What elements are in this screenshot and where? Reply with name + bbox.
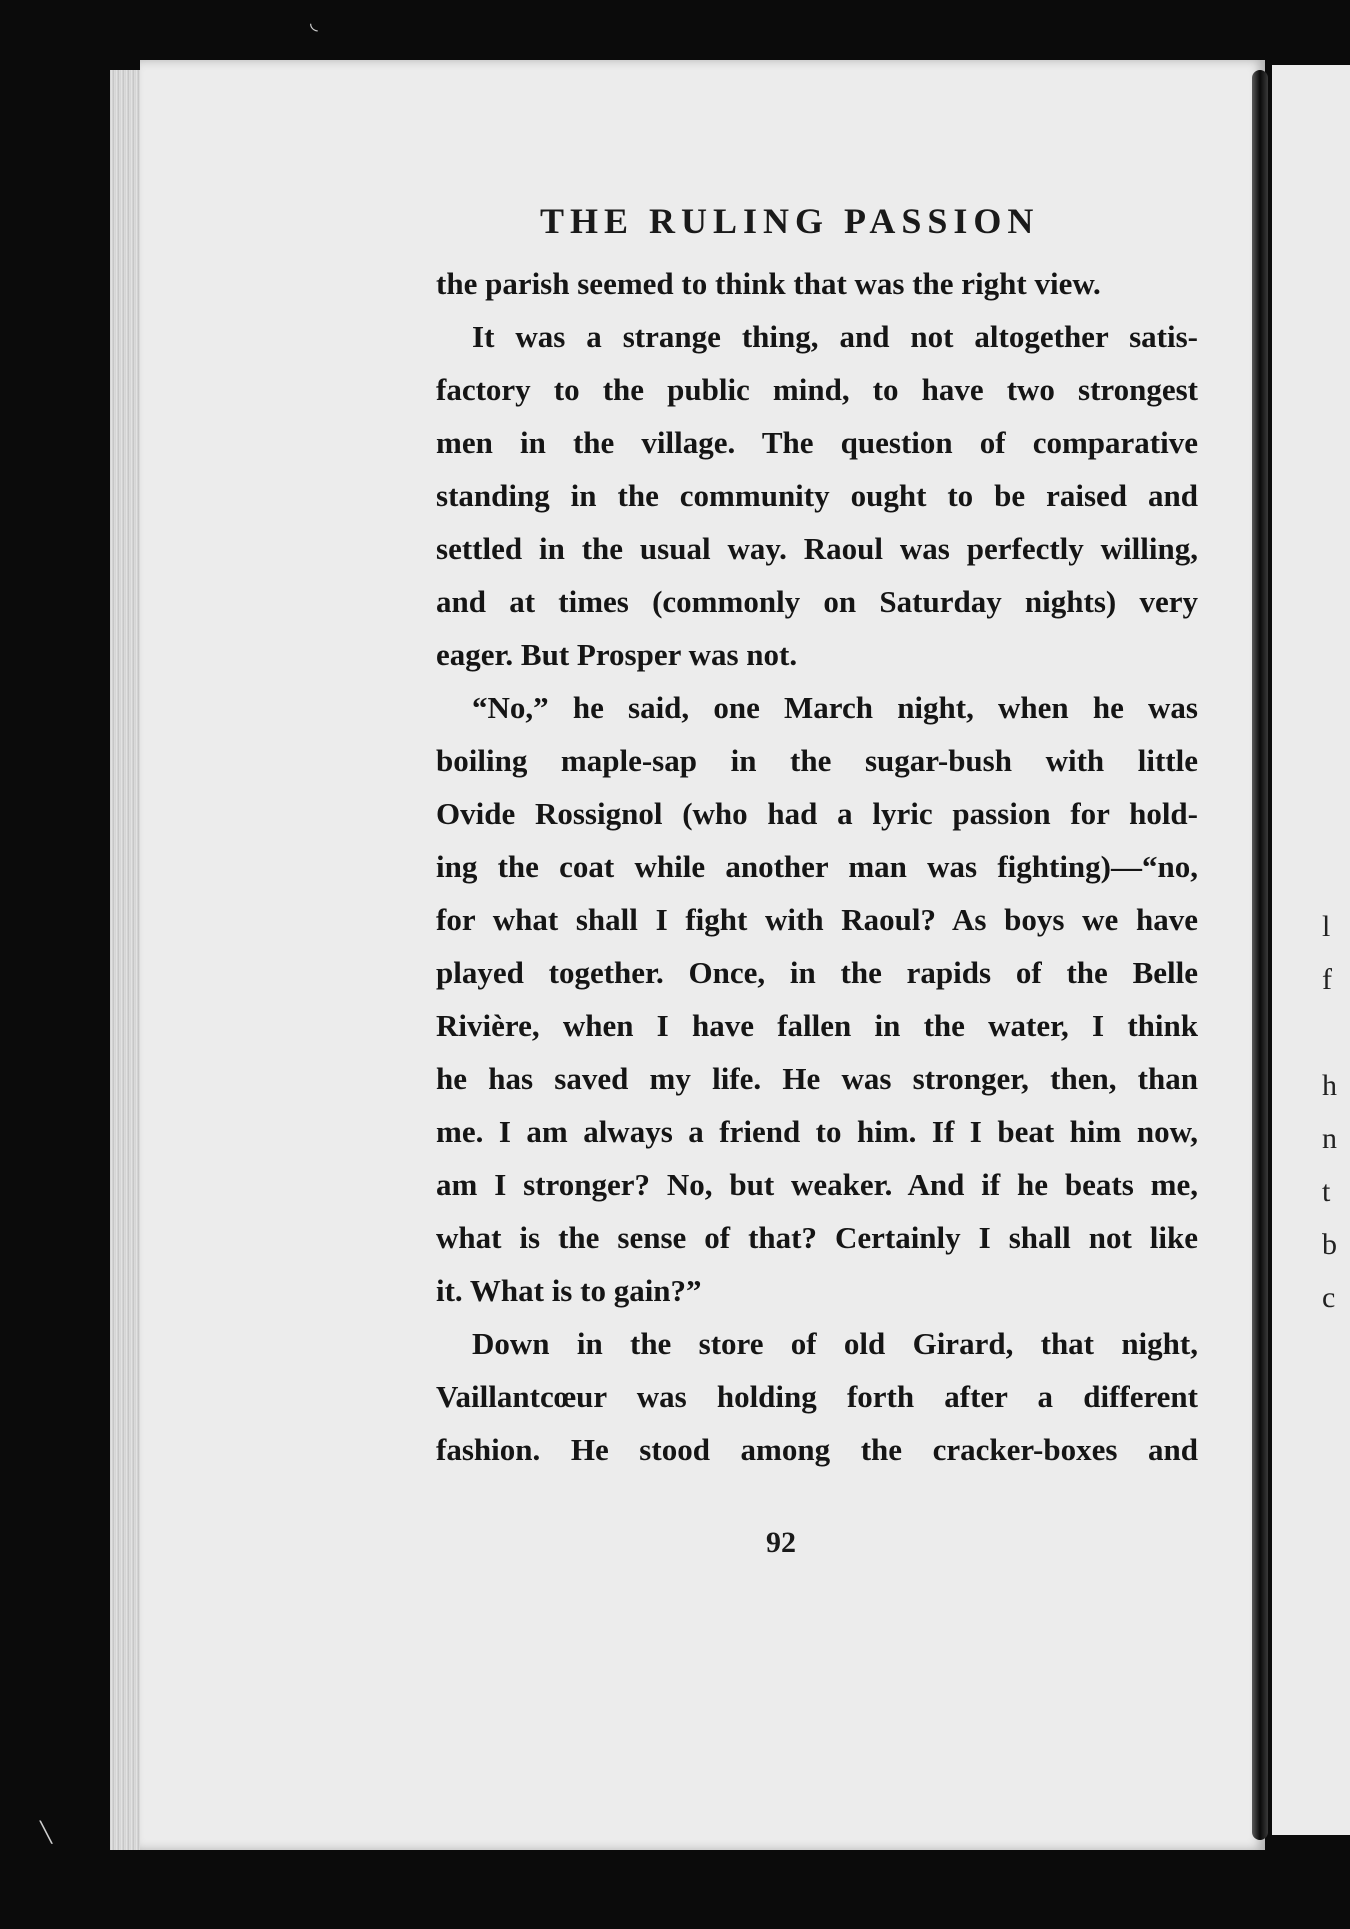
facing-page-fragment <box>1322 1006 1350 1059</box>
facing-page-fragment: b <box>1322 1228 1337 1261</box>
facing-page-fragment: n <box>1322 1122 1337 1155</box>
text-line: and at times (commonly on Saturday nights) very <box>436 584 1198 619</box>
text-line: eager. But Prosper was not. <box>436 637 798 672</box>
facing-page-text <box>1322 900 1350 1324</box>
text-line: settled in the usual way. Raoul was perfectly willing, <box>436 531 1198 566</box>
text-line: men in the village. The question of comparative <box>436 425 1198 460</box>
text-line: for what shall I fight with Raoul? As boys we have <box>436 902 1198 937</box>
text-line: me. I am always a friend to him. If I beat him now, <box>436 1114 1198 1149</box>
body-text <box>436 257 1198 1476</box>
text-line: Ovide Rossignol (who had a lyric passion for hold- <box>436 796 1198 831</box>
facing-page-fragment: c <box>1322 1281 1336 1314</box>
text-line: what is the sense of that? Certainly I shall not like <box>436 1220 1198 1255</box>
text-line: played together. Once, in the rapids of the Belle <box>436 955 1198 990</box>
text-line: standing in the community ought to be raised and <box>436 478 1198 513</box>
speck: ╲ <box>40 1822 53 1844</box>
text-line: Down in the store of old Girard, that night, <box>472 1326 1198 1361</box>
text-line: am I stronger? No, but weaker. And if he beats me, <box>436 1167 1198 1202</box>
facing-page-fragment: h <box>1322 1069 1337 1102</box>
book-gutter <box>1252 70 1268 1840</box>
text-line: he has saved my life. He was stronger, then, than <box>436 1061 1198 1096</box>
text-line: “No,” he said, one March night, when he was <box>472 690 1198 725</box>
text-line: ing the coat while another man was fighting)—“no, <box>436 849 1198 884</box>
facing-page-fragment: l <box>1322 910 1331 943</box>
running-head: THE RULING PASSION <box>540 201 1040 241</box>
facing-page-fragment: f <box>1322 963 1332 996</box>
text-line: factory to the public mind, to have two strongest <box>436 372 1198 407</box>
text-line: Rivière, when I have fallen in the water, I think <box>436 1008 1198 1043</box>
text-line: It was a strange thing, and not altogether satis- <box>472 319 1198 354</box>
text-line: Vaillantcœur was holding forth after a different <box>436 1379 1198 1414</box>
text-line: the parish seemed to think that was the right view. <box>436 266 1101 301</box>
text-line: boiling maple-sap in the sugar-bush with little <box>436 743 1198 778</box>
text-line: fashion. He stood among the cracker-boxes and <box>436 1432 1198 1467</box>
speck: ◟ <box>310 12 318 34</box>
page-number: 92 <box>766 1526 796 1559</box>
facing-page-fragment: t <box>1322 1175 1331 1208</box>
text-line: it. What is to gain?” <box>436 1273 702 1308</box>
